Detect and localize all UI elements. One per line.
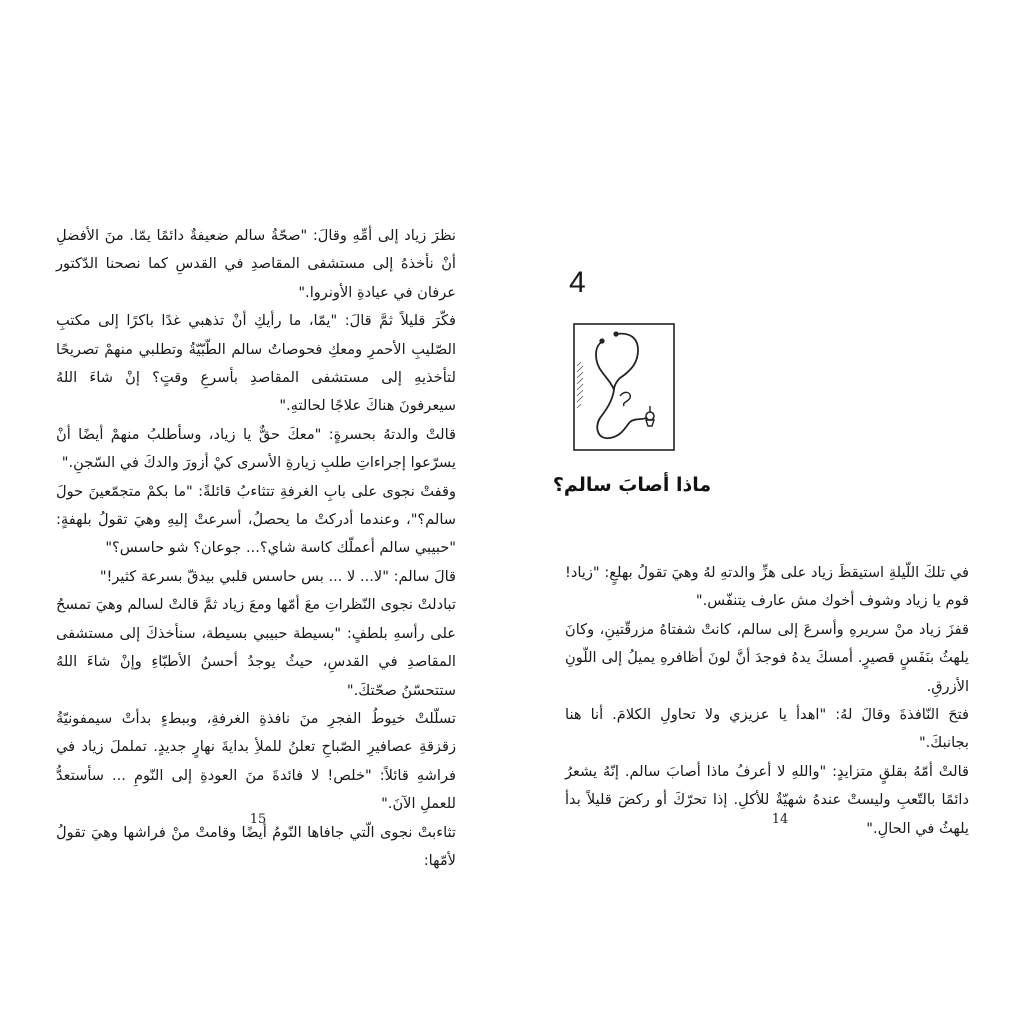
- page-number: 14: [771, 812, 789, 827]
- body-text: [56, 222, 456, 875]
- paragraph: تسلّلتْ خيوطُ الفجرِ منَ نافذةِ الغرفةِ، وببطءٍ بدأتْ سيمفونيّةُ زقزقةِ عصافيرِ الصّباحِ تعلنُ للملأِ بدايةَ نهارٍ جديدٍ. تململَ زياد في فراشهِ قائلاً: "خلص! لا فائدةَ منَ العودةِ إلى النّومِ ... سأستعدُّ للعملِ الآنَ.": [56, 709, 456, 813]
- page-14: [512, 0, 1024, 1024]
- chapter-title: ماذا أصابَ سالم؟: [552, 474, 712, 496]
- paragraph: فتحَ النّافذةَ وقالَ لهُ: "اهدأ يا عزيزي ولا تحاولِ الكلامَ. أنا هنا بجانبكَ.": [565, 706, 969, 752]
- paragraph: قالتْ والدتهُ بحسرةٍ: "معكَ حقٌّ يا زياد، وسأطلبُ منهمْ أيضًا أنْ يسرّعوا إجراءاتِ طلبِ زيارةِ الأسرى كيْ أزورَ والدكَ في السّجنِ.": [56, 425, 456, 472]
- paragraph: في تلكَ اللّيلةِ استيقظَ زياد على هزِّ والدتهِ لهُ وهيَ تقولُ بهلعٍ: "زياد! قوم يا زياد وشوف أخوك مش عارف يتنفّس.": [565, 564, 969, 610]
- paragraph: وقفتْ نجوى على بابِ الغرفةِ تتثاءبُ قائلةً: "ما بكمْ متجمّعينَ حولَ سالم؟"، وعندما أدركتْ ما يحصلُ، أسرعتْ إليهِ وهيَ تقولُ بلهفةٍ: "حبيبي سالم أعملّك كاسة شاي؟... جوعان؟ شو حاسس؟": [56, 482, 456, 557]
- paragraph: تبادلتْ نجوى النّظراتِ معَ أمّها ومعَ زياد ثمَّ قالتْ لسالم وهيَ تمسحُ على رأسهِ بلطفٍ: "بسيطة حبيبي بسيطة، سنأخذكَ إلى مستشفى المقاصدِ في القدسِ، حيثُ يوجدُ أحسنُ الأطبّاءِ وإنْ شاءَ اللهُ ستتحسّنُ صحّتكَ.": [56, 596, 456, 699]
- paragraph: قفزَ زياد منْ سريرهِ وأسرعَ إلى سالم، كانتْ شفتاهُ مزرقّتينِ، وكانَ يلهثُ بنَفَسٍ قصيرٍ. أمسكَ يدهُ فوجدَ أنَّ لونَ أظافرهِ يميلُ إلى اللّونِ الأزرقِ.: [565, 620, 969, 695]
- paragraph: نظرَ زياد إلى أمِّهِ وقالَ: "صحّةُ سالم ضعيفةٌ دائمًا يمّا. منَ الأفضلِ أنْ نأخذهُ إلى مستشفى المقاصدِ في القدسِ كما نصحنا الدّكتور عرفان في عيادةِ الأونروا.": [56, 227, 456, 301]
- chapter-number: 4: [569, 266, 586, 299]
- stethoscope-icon: [572, 322, 676, 452]
- page-number: 15: [249, 812, 267, 827]
- body-text: [565, 559, 969, 843]
- paragraph: قالَ سالم: "لا... لا ... بس حاسس قلبي بيدقّ بسرعة كثير!": [99, 567, 456, 585]
- paragraph: فكّرَ قليلاً ثمَّ قالَ: "يمّا، ما رأيكِ أنْ تذهبي غدًا باكرًا إلى مكتبِ الصّليبِ الأحمرِ ومعكِ فحوصاتُ سالم الطّبّيّةُ وتطلبي منهمْ تصريحًا لتأخذيهِ إلى مستشفى المقاصدِ بأسرعِ وقتٍ؟ إنْ شاءَ اللهُ سيعرفونَ هناكَ علاجًا لحالتهِ.": [56, 312, 456, 415]
- paragraph: قالتْ أمّهُ بقلقٍ متزايدٍ: "واللهِ لا أعرفُ ماذا أصابَ سالم. إنّهُ يشعرُ دائمًا بالتّعبِ وليستْ عندهُ شهيّةٌ للأكلِ. إذا تحرّكَ أو ركضَ قليلاً بدأ يلهثُ في الحالِ.": [565, 762, 969, 837]
- paragraph: تثاءبتْ نجوى الّتي جافاها النّومُ أيضًا وقامتْ منْ فراشها وهيَ تقولُ لأمّها:: [56, 823, 456, 869]
